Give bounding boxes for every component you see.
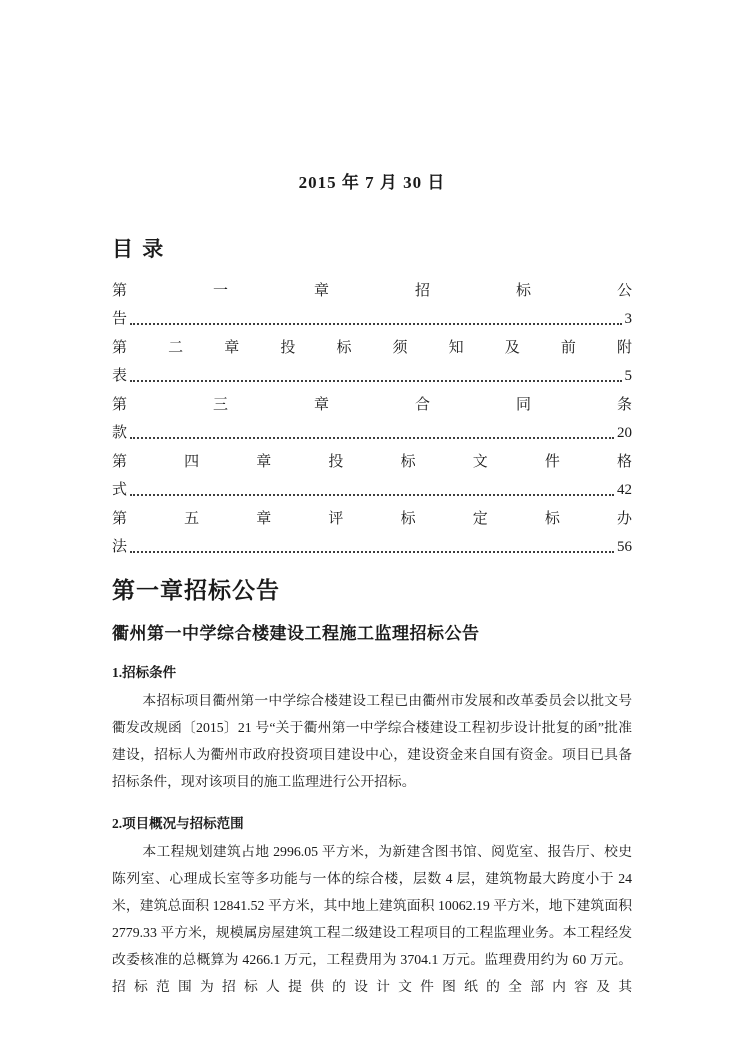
date-line: 2015 年 7 月 30 日 — [298, 173, 446, 192]
toc-entry-title-line: 第 一 章 招 标 公 — [112, 283, 632, 299]
toc-entry-leader-line — [112, 362, 632, 391]
toc-entry-leader-line — [112, 476, 632, 505]
section-heading-bidding-conditions: 1.招标条件 — [112, 665, 177, 680]
toc-entry-tail: 表 — [112, 368, 128, 384]
toc-page-number: 3 — [624, 311, 632, 327]
toc-entry-title-line: 第 五 章 评 标 定 标 办 — [112, 511, 632, 527]
toc-leader-dots — [127, 419, 617, 448]
toc-entry-tail: 式 — [112, 482, 128, 498]
toc-page-number: 5 — [624, 368, 632, 384]
section-paragraph-bidding-conditions: 本招标项目衢州第一中学综合楼建设工程已由衢州市发展和改革委员会以批文号衢发改规函〔2015〕21 号“关于衢州第一中学综合楼建设工程初步设计批复的函”批准建设，招标人为衢州市政府投资项目建设中心，建设资金来自国有资金。项目已具备招标条件，现对该项目的施工监理进行公开招标。 — [112, 693, 632, 789]
section-paragraph-project-overview: 本工程规划建筑占地 2996.05 平方米，为新建含图书馆、阅览室、报告厅、校史陈列室、心理成长室等多功能与一体的综合楼，层数 4 层，建筑物最大跨度小于 24 米，建筑总面积 12841.52 平方米，其中地上建筑面积 10062.19 平方米，地下建筑面积 2779.33 平方米，规模属房屋建筑工程二级建设工程项目的工程监理业务。本工程经发改委核准的总概算为 4266.1 万元，工程费用为 3704.1 万元。监理费用约为 60 万元。招标范围为招标人提供的设计文件图纸的全部内容及其 — [112, 844, 632, 994]
section-heading-project-overview: 2.项目概况与招标范围 — [112, 816, 244, 831]
toc-entry-title-line: 第 三 章 合 同 条 — [112, 397, 632, 413]
toc-heading: 目 录 — [112, 237, 166, 261]
toc-page-number: 56 — [617, 539, 632, 555]
toc-entry-leader-line — [112, 305, 632, 334]
toc-entry — [112, 505, 632, 562]
chapter-title: 第一章招标公告 — [112, 578, 280, 603]
toc-leader-dots — [127, 533, 617, 562]
toc-entry-tail: 款 — [112, 425, 128, 441]
toc-entry-leader-line — [112, 419, 632, 448]
toc-leader-dots — [127, 476, 617, 505]
toc-page-number: 20 — [617, 425, 632, 441]
table-of-contents — [112, 277, 632, 562]
toc-entry-title-line: 第 二 章 投 标 须 知 及 前 附 — [112, 340, 632, 356]
toc-entry-tail: 法 — [112, 539, 128, 555]
toc-leader-dots — [127, 305, 624, 334]
toc-entry-leader-line — [112, 533, 632, 562]
toc-leader-dots — [127, 362, 624, 391]
toc-entry — [112, 334, 632, 391]
toc-entry-tail: 告 — [112, 311, 128, 327]
toc-entry-title-line: 第 四 章 投 标 文 件 格 — [112, 454, 632, 470]
chapter-subtitle: 衢州第一中学综合楼建设工程施工监理招标公告 — [112, 624, 480, 643]
toc-page-number: 42 — [617, 482, 632, 498]
toc-entry — [112, 277, 632, 334]
toc-entry — [112, 448, 632, 505]
toc-entry — [112, 391, 632, 448]
